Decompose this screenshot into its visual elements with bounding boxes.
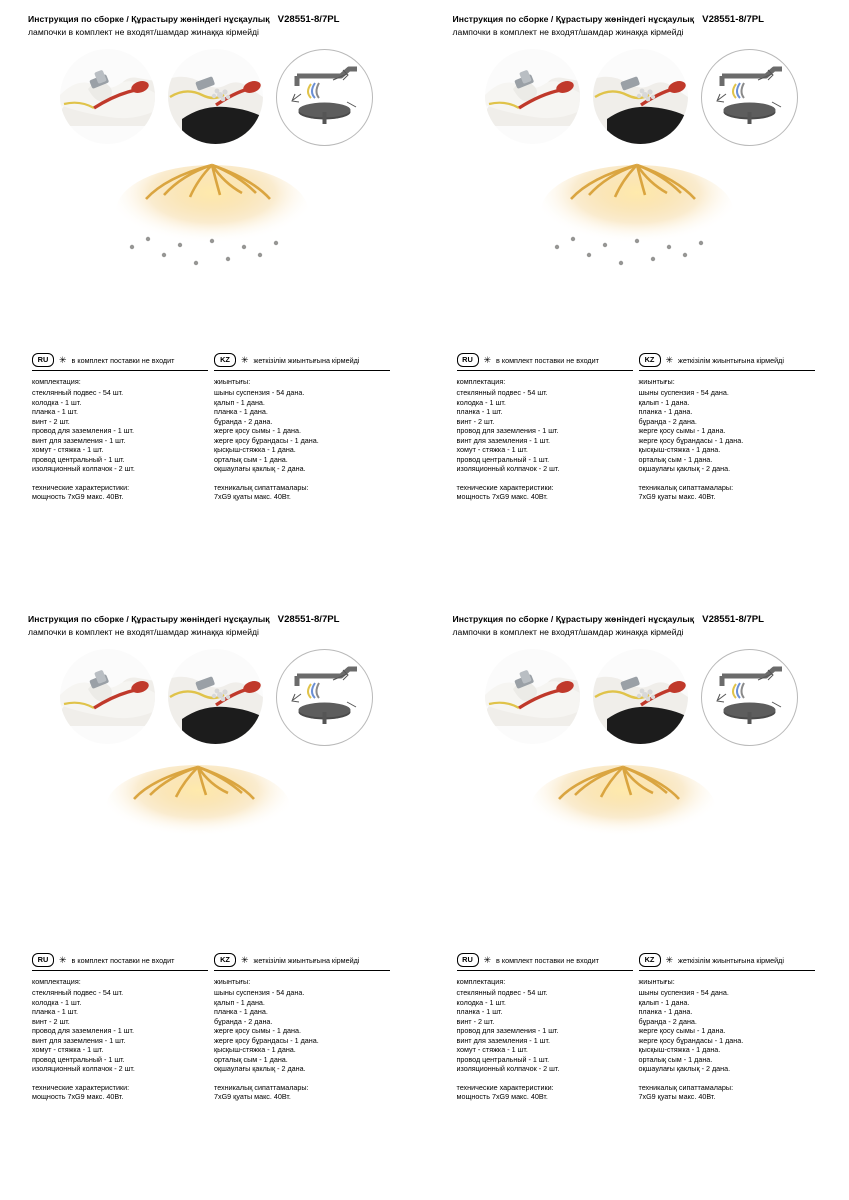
specs-block bbox=[453, 353, 821, 503]
list-item: планка - 1 шт. bbox=[32, 1007, 78, 1016]
parts-list-kz bbox=[639, 988, 815, 1074]
list-item: винт - 2 шт. bbox=[456, 416, 495, 426]
list-item: жерге қосу бұрандасы - 1 дана. bbox=[638, 435, 744, 445]
lang-note-ru: в комплект поставки не входит bbox=[496, 355, 599, 365]
specs-block bbox=[453, 953, 821, 1103]
lang-badge-ru: RU bbox=[32, 953, 54, 967]
list-item: оқшаулағы қаклық - 2 дана. bbox=[214, 1064, 306, 1073]
sheet-panel bbox=[28, 14, 396, 586]
asterisk-icon: ✳ bbox=[241, 954, 249, 965]
asterisk-icon: ✳ bbox=[665, 954, 674, 965]
list-item: провод центральный - 1 шт. bbox=[32, 454, 125, 464]
list-item: изоляционный колпачок - 2 шт. bbox=[456, 1064, 560, 1073]
list-item: жерге қосу сымы - 1 дана. bbox=[638, 426, 726, 435]
lang-row-kz bbox=[639, 353, 815, 371]
tech-title-ru: технические характеристики: bbox=[456, 1082, 554, 1092]
header-title: Инструкция по сборке / Құрастыру жөніндегі нұсқаулық bbox=[452, 614, 695, 624]
list-item: шыны суспензия - 54 дана. bbox=[638, 988, 729, 997]
list-item: қалып - 1 дана. bbox=[214, 397, 265, 407]
lang-row-ru bbox=[32, 353, 208, 371]
list-item: орталық сым - 1 дана. bbox=[214, 454, 288, 464]
parts-list-ru bbox=[457, 988, 633, 1074]
tech-title-kz: техникалық сипаттамалары: bbox=[214, 1082, 309, 1092]
asterisk-icon: ✳ bbox=[241, 354, 249, 365]
tech-value-ru: мощность 7хG9 макс. 40Вт. bbox=[32, 491, 124, 501]
parts-list-kz bbox=[214, 388, 390, 474]
instruction-sheet bbox=[0, 0, 425, 600]
list-item: стеклянный подвес - 54 шт. bbox=[456, 988, 548, 997]
asterisk-icon: ✳ bbox=[483, 954, 492, 965]
lang-row-ru bbox=[32, 953, 208, 971]
asterisk-icon: ✳ bbox=[59, 954, 67, 965]
tech-title-kz: техникалық сипаттамалары: bbox=[214, 482, 309, 492]
list-item: қалып - 1 дана. bbox=[638, 997, 690, 1007]
product-code: V28551-8/7PL bbox=[277, 14, 340, 25]
assembly-steps bbox=[453, 49, 821, 145]
list-item: жерге қосу бұрандасы - 1 дана. bbox=[214, 1035, 319, 1045]
list-item: қысқыш-стяжка - 1 дана. bbox=[214, 1045, 296, 1054]
list-item: провод для заземления - 1 шт. bbox=[32, 426, 135, 435]
step-photo-2 bbox=[168, 649, 263, 744]
product-code: V28551-8/7PL bbox=[277, 614, 340, 625]
list-title-kz: жиынтығы: bbox=[638, 977, 675, 986]
list-title-ru: комплектация: bbox=[32, 977, 81, 986]
list-item: бұранда - 2 дана. bbox=[214, 1016, 273, 1026]
lang-badge-ru: RU bbox=[457, 353, 479, 367]
tech-value-kz: 7хG9 қуаты макс. 40Вт. bbox=[638, 1091, 716, 1101]
list-item: планка - 1 шт. bbox=[456, 407, 503, 416]
lang-row-kz bbox=[214, 953, 390, 971]
list-item: орталық сым - 1 дана. bbox=[638, 1054, 713, 1064]
header-subtitle: лампочки в комплект не входят/шамдар жинаққа кірмейді bbox=[28, 27, 259, 37]
product-illustration bbox=[28, 151, 396, 347]
list-item: хомут - стяжка - 1 шт. bbox=[32, 1045, 104, 1054]
header-title: Инструкция по сборке / Құрастыру жөніндегі нұсқаулық bbox=[28, 614, 270, 624]
sheet-header bbox=[28, 14, 396, 25]
lang-row-ru bbox=[457, 353, 633, 371]
specs-column-ru bbox=[32, 353, 208, 501]
list-item: изоляционный колпачок - 2 шт. bbox=[32, 464, 135, 473]
product-code: V28551-8/7PL bbox=[702, 14, 765, 25]
parts-list-ru bbox=[457, 388, 633, 474]
list-item: винт - 2 шт. bbox=[32, 1016, 70, 1026]
list-item: орталық сым - 1 дана. bbox=[638, 454, 713, 464]
lang-badge-kz: KZ bbox=[639, 353, 661, 367]
list-title-kz: жиынтығы: bbox=[214, 377, 251, 386]
list-item: жерге қосу сымы - 1 дана. bbox=[214, 1026, 301, 1035]
step-photo-1 bbox=[485, 649, 580, 744]
list-item: провод центральный - 1 шт. bbox=[456, 1054, 550, 1064]
list-item: стеклянный подвес - 54 шт. bbox=[456, 388, 548, 397]
sheet-panel bbox=[28, 614, 396, 1186]
sheet-header bbox=[453, 14, 821, 25]
step-photo-1 bbox=[60, 649, 155, 744]
list-item: шыны суспензия - 54 дана. bbox=[638, 388, 729, 397]
list-title-kz: жиынтығы: bbox=[638, 377, 675, 386]
lang-row-ru bbox=[457, 953, 633, 971]
specs-column-kz bbox=[639, 353, 815, 501]
header-subtitle: лампочки в комплект не входят/шамдар жинаққа кірмейді bbox=[452, 627, 684, 637]
list-item: винт для заземления - 1 шт. bbox=[456, 435, 550, 445]
list-item: планка - 1 шт. bbox=[32, 407, 78, 416]
lang-note-kz: жеткізілім жиынтығына кірмейді bbox=[253, 355, 360, 365]
list-item: винт для заземления - 1 шт. bbox=[32, 435, 126, 445]
sheet-header bbox=[28, 614, 396, 625]
list-item: қысқыш-стяжка - 1 дана. bbox=[214, 445, 296, 454]
lang-note-ru: в комплект поставки не входит bbox=[71, 355, 175, 365]
step-photo-2 bbox=[168, 49, 263, 144]
step-photo-3 bbox=[276, 49, 373, 146]
list-item: колодка - 1 шт. bbox=[456, 397, 506, 407]
list-item: қысқыш-стяжка - 1 дана. bbox=[638, 445, 721, 454]
list-item: жерге қосу бұрандасы - 1 дана. bbox=[214, 435, 319, 445]
list-item: провод центральный - 1 шт. bbox=[32, 1054, 125, 1064]
list-item: колодка - 1 шт. bbox=[32, 397, 82, 407]
list-item: оқшаулағы қаклық - 2 дана. bbox=[638, 1064, 731, 1073]
list-item: провод для заземления - 1 шт. bbox=[456, 426, 559, 435]
header-title: Инструкция по сборке / Құрастыру жөніндегі нұсқаулық bbox=[28, 14, 270, 24]
lang-note-kz: жеткізілім жиынтығына кірмейді bbox=[678, 955, 784, 965]
instruction-sheet bbox=[425, 0, 849, 600]
list-item: қалып - 1 дана. bbox=[638, 397, 690, 407]
list-item: хомут - стяжка - 1 шт. bbox=[456, 445, 528, 454]
list-item: қалып - 1 дана. bbox=[214, 997, 265, 1007]
list-item: бұранда - 2 дана. bbox=[638, 1016, 697, 1026]
header-subtitle: лампочки в комплект не входят/шамдар жинаққа кірмейді bbox=[452, 27, 684, 37]
list-item: жерге қосу сымы - 1 дана. bbox=[214, 426, 301, 435]
specs-column-ru bbox=[457, 953, 633, 1101]
list-title-ru: комплектация: bbox=[456, 977, 506, 986]
list-item: планка - 1 шт. bbox=[456, 1007, 503, 1016]
lang-row-kz bbox=[639, 953, 815, 971]
header-title: Инструкция по сборке / Құрастыру жөніндегі нұсқаулық bbox=[452, 14, 695, 24]
lang-badge-ru: RU bbox=[32, 353, 54, 367]
list-item: хомут - стяжка - 1 шт. bbox=[32, 445, 104, 454]
list-item: планка - 1 дана. bbox=[638, 1007, 693, 1016]
asterisk-icon: ✳ bbox=[665, 354, 674, 365]
tech-title-ru: технические характеристики: bbox=[456, 482, 554, 492]
tech-title-kz: техникалық сипаттамалары: bbox=[638, 1082, 734, 1092]
list-item: хомут - стяжка - 1 шт. bbox=[456, 1045, 528, 1054]
list-item: колодка - 1 шт. bbox=[456, 997, 506, 1007]
list-item: планка - 1 дана. bbox=[638, 407, 693, 416]
list-item: шыны суспензия - 54 дана. bbox=[214, 388, 305, 397]
step-photo-1 bbox=[485, 49, 580, 144]
lang-note-ru: в комплект поставки не входит bbox=[496, 955, 599, 965]
asterisk-icon: ✳ bbox=[483, 354, 492, 365]
specs-column-ru bbox=[32, 953, 208, 1101]
sheet-header bbox=[453, 614, 821, 625]
assembly-steps bbox=[28, 649, 396, 745]
sheet-panel bbox=[453, 14, 821, 586]
list-item: жерге қосу сымы - 1 дана. bbox=[638, 1026, 726, 1035]
tech-value-kz: 7хG9 қуаты макс. 40Вт. bbox=[638, 491, 716, 501]
tech-title-ru: технические характеристики: bbox=[32, 482, 130, 492]
step-photo-3 bbox=[701, 649, 798, 746]
list-item: бұранда - 2 дана. bbox=[638, 416, 697, 426]
assembly-steps bbox=[453, 649, 821, 745]
list-item: жерге қосу бұрандасы - 1 дана. bbox=[638, 1035, 744, 1045]
list-item: винт для заземления - 1 шт. bbox=[32, 1035, 126, 1045]
parts-list-ru bbox=[32, 988, 208, 1074]
lang-note-kz: жеткізілім жиынтығына кірмейді bbox=[678, 355, 784, 365]
lang-badge-kz: KZ bbox=[214, 953, 236, 967]
list-item: колодка - 1 шт. bbox=[32, 997, 82, 1007]
tech-title-kz: техникалық сипаттамалары: bbox=[638, 482, 734, 492]
step-photo-1 bbox=[60, 49, 155, 144]
parts-list-kz bbox=[214, 988, 390, 1074]
list-item: стеклянный подвес - 54 шт. bbox=[32, 388, 124, 397]
list-item: қысқыш-стяжка - 1 дана. bbox=[638, 1045, 721, 1054]
list-item: изоляционный колпачок - 2 шт. bbox=[456, 464, 560, 473]
list-item: планка - 1 дана. bbox=[214, 1007, 268, 1016]
lang-badge-ru: RU bbox=[457, 953, 479, 967]
specs-column-ru bbox=[457, 353, 633, 501]
list-title-kz: жиынтығы: bbox=[214, 977, 251, 986]
tech-value-ru: мощность 7хG9 макс. 40Вт. bbox=[456, 1091, 548, 1101]
list-title-ru: комплектация: bbox=[32, 377, 81, 386]
specs-column-kz bbox=[214, 953, 390, 1101]
list-item: изоляционный колпачок - 2 шт. bbox=[32, 1064, 135, 1073]
list-item: провод для заземления - 1 шт. bbox=[32, 1026, 135, 1035]
tech-value-ru: мощность 7хG9 макс. 40Вт. bbox=[32, 1091, 124, 1101]
list-item: оқшаулағы қаклық - 2 дана. bbox=[214, 464, 306, 473]
tech-value-ru: мощность 7хG9 макс. 40Вт. bbox=[456, 491, 548, 501]
header-subtitle: лампочки в комплект не входят/шамдар жинаққа кірмейді bbox=[28, 627, 259, 637]
list-item: провод центральный - 1 шт. bbox=[456, 454, 550, 464]
specs-column-kz bbox=[639, 953, 815, 1101]
list-item: винт для заземления - 1 шт. bbox=[456, 1035, 550, 1045]
specs-column-kz bbox=[214, 353, 390, 501]
lang-note-kz: жеткізілім жиынтығына кірмейді bbox=[253, 955, 360, 965]
lang-badge-kz: KZ bbox=[214, 353, 236, 367]
list-item: винт - 2 шт. bbox=[32, 416, 70, 426]
step-photo-3 bbox=[701, 49, 798, 146]
list-item: оқшаулағы қаклық - 2 дана. bbox=[638, 464, 731, 473]
list-item: орталық сым - 1 дана. bbox=[214, 1054, 288, 1064]
parts-list-ru bbox=[32, 388, 208, 474]
step-photo-3 bbox=[276, 649, 373, 746]
specs-block bbox=[28, 953, 396, 1103]
list-item: винт - 2 шт. bbox=[456, 1016, 495, 1026]
assembly-steps bbox=[28, 49, 396, 145]
instruction-sheet bbox=[425, 600, 849, 1200]
list-item: бұранда - 2 дана. bbox=[214, 416, 273, 426]
step-photo-2 bbox=[593, 49, 688, 144]
asterisk-icon: ✳ bbox=[59, 354, 67, 365]
product-illustration bbox=[28, 751, 396, 947]
lang-row-kz bbox=[214, 353, 390, 371]
lang-note-ru: в комплект поставки не входит bbox=[71, 955, 175, 965]
step-photo-2 bbox=[593, 649, 688, 744]
product-illustration bbox=[453, 151, 821, 347]
sheet-panel bbox=[453, 614, 821, 1186]
parts-list-kz bbox=[639, 388, 815, 474]
list-item: шыны суспензия - 54 дана. bbox=[214, 988, 305, 997]
specs-block bbox=[28, 353, 396, 503]
list-title-ru: комплектация: bbox=[456, 377, 506, 386]
list-item: стеклянный подвес - 54 шт. bbox=[32, 988, 124, 997]
list-item: провод для заземления - 1 шт. bbox=[456, 1026, 559, 1035]
product-code: V28551-8/7PL bbox=[702, 614, 765, 625]
tech-value-kz: 7хG9 қуаты макс. 40Вт. bbox=[214, 1091, 291, 1101]
product-illustration bbox=[453, 751, 821, 947]
list-item: планка - 1 дана. bbox=[214, 407, 268, 416]
instruction-sheet bbox=[0, 600, 425, 1200]
lang-badge-kz: KZ bbox=[639, 953, 661, 967]
tech-title-ru: технические характеристики: bbox=[32, 1082, 130, 1092]
tech-value-kz: 7хG9 қуаты макс. 40Вт. bbox=[214, 491, 291, 501]
